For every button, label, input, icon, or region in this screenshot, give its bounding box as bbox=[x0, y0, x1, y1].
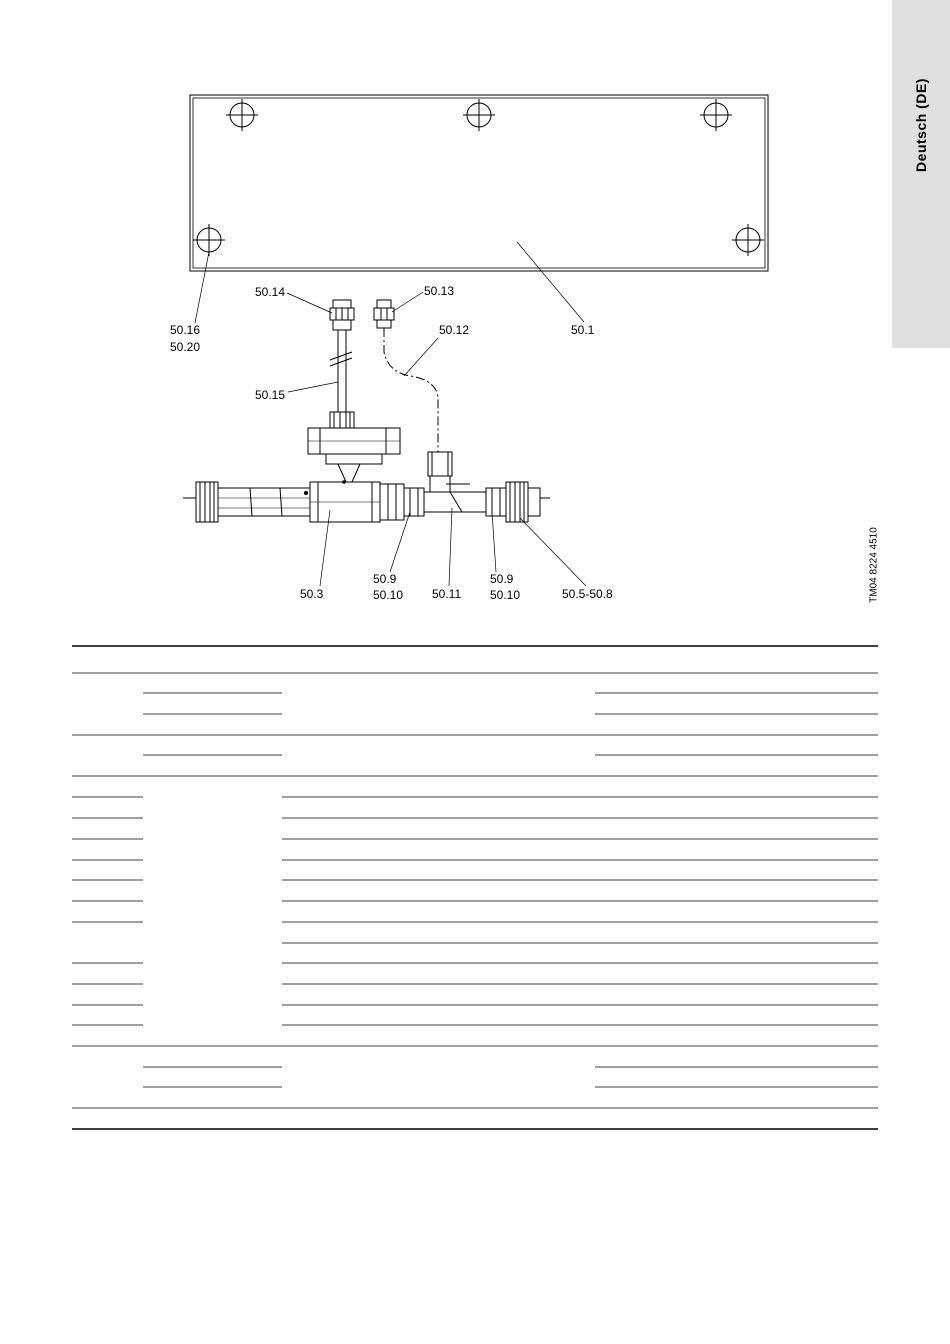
callout-50-11: 50.11 bbox=[432, 587, 462, 601]
callout-50-5-50-8: 50.5-50.8 bbox=[562, 587, 613, 601]
callout-50-9-right: 50.9 bbox=[490, 572, 514, 586]
language-tab-label: Deutsch (DE) bbox=[913, 78, 929, 172]
callout-50-14: 50.14 bbox=[255, 285, 286, 299]
callout-50-10-right: 50.10 bbox=[490, 588, 521, 602]
drawing-id: TM04 8224 4510 bbox=[868, 527, 880, 603]
callout-50-3: 50.3 bbox=[300, 587, 324, 601]
table-group-3 bbox=[72, 1067, 878, 1108]
callout-50-9-left: 50.9 bbox=[373, 572, 397, 586]
table-group-1 bbox=[72, 693, 878, 776]
table-group-2 bbox=[72, 797, 878, 1046]
callout-50-12: 50.12 bbox=[439, 323, 470, 337]
callout-50-20: 50.20 bbox=[170, 340, 201, 354]
callout-50-13: 50.13 bbox=[424, 284, 455, 298]
callout-50-10-left: 50.10 bbox=[373, 588, 404, 602]
callout-50-1: 50.1 bbox=[571, 323, 595, 337]
callout-50-16: 50.16 bbox=[170, 323, 201, 337]
callout-50-15: 50.15 bbox=[255, 388, 286, 402]
